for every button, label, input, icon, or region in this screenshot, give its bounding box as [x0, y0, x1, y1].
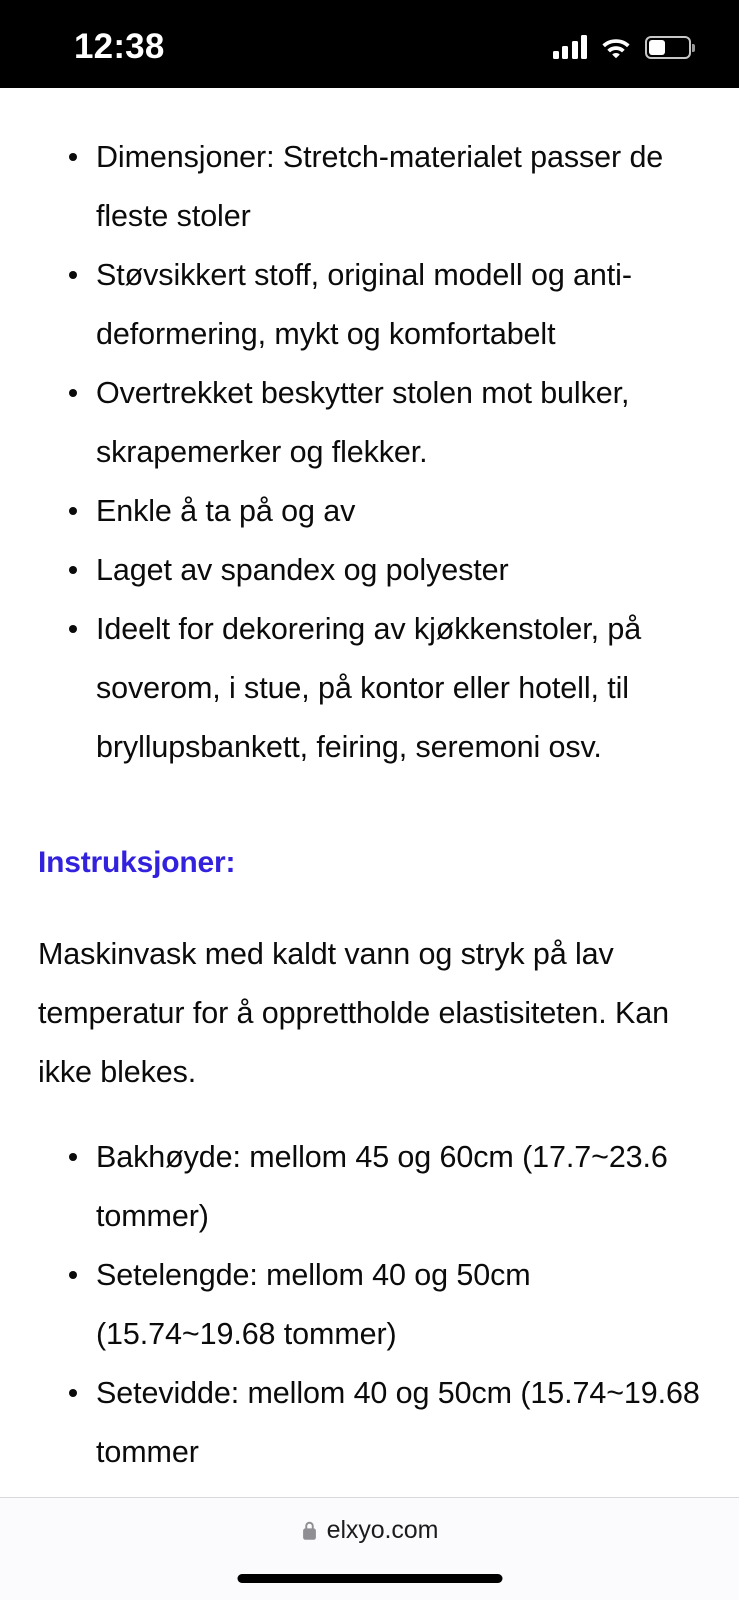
list-item [38, 600, 701, 777]
list-item-text: Ideelt for dekorering av kjøkkenstoler, på soverom, i stue, på kontor eller hotell, til bryllupsbankett, feiring, seremoni osv. [96, 612, 642, 764]
status-bar-indicators [553, 35, 692, 59]
wifi-icon [601, 36, 631, 59]
bullet-dot-icon [69, 1271, 77, 1279]
feature-list [38, 128, 701, 777]
instructions-paragraph: Maskinvask med kaldt vann og stryk på lav temperatur for å opprettholde elastisiteten. Kan ikke blekes. [38, 937, 669, 1089]
list-item-text: Setevidde: mellom 40 og 50cm (15.74~19.68 tommer [96, 1376, 700, 1469]
list-item [38, 541, 701, 600]
bullet-dot-icon [69, 566, 77, 574]
instructions-heading: Instruksjoner: [38, 846, 236, 879]
page-content [0, 88, 739, 1497]
lock-icon [301, 1520, 318, 1541]
list-item-text: Overtrekket beskytter stolen mot bulker, skrapemerker og flekker. [96, 376, 630, 469]
bullet-dot-icon [69, 153, 77, 161]
list-item [38, 482, 701, 541]
cellular-signal-icon [553, 35, 588, 59]
bullet-dot-icon [69, 1389, 77, 1397]
bullet-dot-icon [69, 625, 77, 633]
list-item-text: Enkle å ta på og av [96, 494, 356, 528]
address-bar-url: elxyo.com [326, 1516, 439, 1544]
list-item [38, 364, 701, 482]
battery-icon [645, 36, 691, 59]
list-item [38, 246, 701, 364]
battery-fill [649, 40, 665, 55]
bullet-dot-icon [69, 271, 77, 279]
list-item-text: Bakhøyde: mellom 45 og 60cm (17.7~23.6 tommer) [96, 1140, 668, 1233]
list-item [38, 128, 701, 246]
list-item [38, 1364, 701, 1482]
browser-bottom-bar [0, 1497, 739, 1600]
address-bar[interactable] [301, 1516, 439, 1545]
bullet-dot-icon [69, 1153, 77, 1161]
list-item-text: Dimensjoner: Stretch-materialet passer de fleste stoler [96, 140, 664, 233]
list-item-text: Laget av spandex og polyester [96, 553, 509, 587]
bullet-dot-icon [69, 389, 77, 397]
list-item [38, 1128, 701, 1246]
list-item-text: Støvsikkert stoff, original modell og anti-deformering, mykt og komfortabelt [96, 258, 632, 351]
list-item-text: Setelengde: mellom 40 og 50cm (15.74~19.68 tommer) [96, 1258, 531, 1351]
spec-list [38, 1128, 701, 1482]
bullet-dot-icon [69, 507, 77, 515]
home-indicator[interactable] [237, 1574, 502, 1583]
status-bar-clock: 12:38 [74, 27, 165, 66]
list-item [38, 1246, 701, 1364]
status-bar [0, 0, 739, 88]
